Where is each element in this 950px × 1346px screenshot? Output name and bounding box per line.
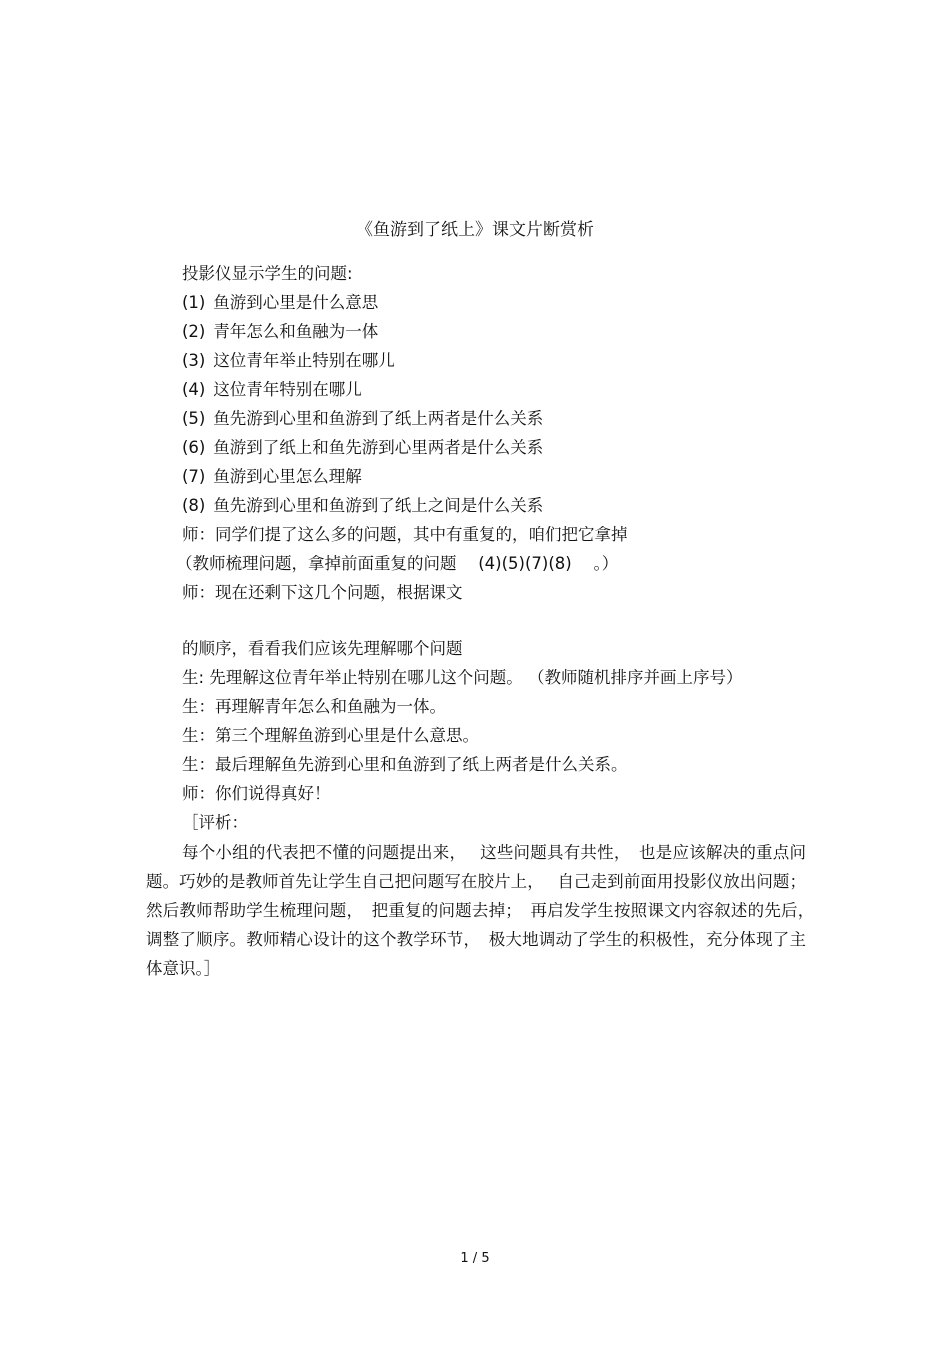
page-number: 1 / 5 [460, 1251, 490, 1266]
question-text: 鱼游到心里怎么理解 [213, 467, 362, 486]
question-text: 鱼先游到心里和鱼游到了纸上之间是什么关系 [213, 496, 544, 515]
question-number: (5) [182, 409, 206, 428]
question-item [182, 436, 543, 460]
question-text: 这位青年举止特别在哪儿 [213, 351, 395, 370]
dialogue-line: 的顺序，看看我们应该先理解哪个问题 [182, 639, 463, 658]
question-number: (2) [182, 322, 206, 341]
dialogue-line: 师：同学们提了这么多的问题，其中有重复的，咱们把它拿掉 [182, 525, 628, 544]
question-item [182, 320, 378, 344]
page-title: 《鱼游到了纸上》课文片断赏析 [356, 220, 594, 240]
question-text: 鱼游到心里是什么意思 [213, 293, 379, 312]
dialogue-line: 生：再理解青年怎么和鱼融为一体。 [182, 697, 446, 716]
dialogue-line: 师：现在还剩下这几个问题，根据课文 [182, 583, 463, 602]
question-item [182, 407, 543, 431]
commentary-heading: ［评析： [182, 813, 248, 832]
dialogue-line: （教师梳理问题，拿掉前面重复的问题 (4)(5)(7)(8) 。） [176, 554, 619, 573]
question-number: (6) [182, 438, 206, 457]
intro-text: 投影仪显示学生的问题: [182, 264, 353, 283]
commentary-text: 每个小组的代表把不懂的问题提出来， 这些问题具有共性， 也是应该解决的重点问题。巧妙的是教师首先让学生自己把问题写在胶片上， 自己走到前面用投影仪放出问题；然后教师帮助学生梳理问题， 把重复的问题去掉； 再启发学生按照课文内容叙述的先后， 调整了顺序。教师精心设计的这个教学环节， 极大地调动了学生的积极性，充分体现了主体意识。］ [146, 843, 823, 978]
question-item [182, 465, 362, 489]
dialogue-line: 师：你们说得真好！ [182, 784, 331, 803]
dialogue-line: 生: 先理解这位青年举止特别在哪儿这个问题。 （教师随机排序并画上序号） [182, 668, 743, 687]
question-number: (4) [182, 380, 206, 399]
question-item [182, 378, 362, 402]
question-text: 鱼游到了纸上和鱼先游到心里两者是什么关系 [213, 438, 544, 457]
question-text: 青年怎么和鱼融为一体 [213, 322, 379, 341]
question-text: 这位青年特别在哪儿 [213, 380, 362, 399]
question-number: (8) [182, 496, 206, 515]
commentary-paragraph [146, 838, 823, 983]
question-text: 鱼先游到心里和鱼游到了纸上两者是什么关系 [213, 409, 544, 428]
question-item [182, 291, 378, 315]
question-item [182, 349, 395, 373]
dialogue-line: 生：第三个理解鱼游到心里是什么意思。 [182, 726, 479, 745]
question-number: (7) [182, 467, 206, 486]
dialogue-line: 生：最后理解鱼先游到心里和鱼游到了纸上两者是什么关系。 [182, 755, 628, 774]
question-item [182, 494, 543, 518]
question-number: (1) [182, 293, 206, 312]
question-number: (3) [182, 351, 206, 370]
